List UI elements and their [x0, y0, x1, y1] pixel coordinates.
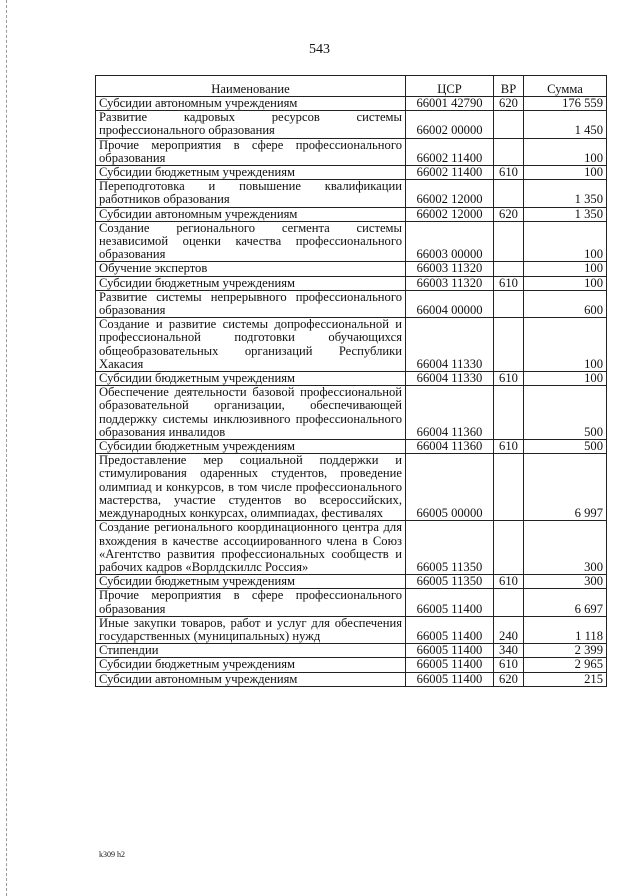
cell-vr: [494, 318, 524, 372]
cell-csr: 66002 12000: [406, 180, 494, 207]
cell-sum: 100: [524, 221, 607, 262]
cell-sum: 2 399: [524, 644, 607, 658]
cell-sum: 100: [524, 372, 607, 386]
footer-code: k309 h2: [99, 850, 125, 859]
table-row: [96, 386, 607, 440]
cell-csr: 66004 00000: [406, 290, 494, 317]
table-row: [96, 372, 607, 386]
cell-name: Иные закупки товаров, работ и услуг для обеспечения государственных (муниципальных) нужд: [96, 616, 406, 643]
table-row: [96, 207, 607, 221]
cell-name: Субсидии автономным учреждениям: [96, 97, 406, 111]
table-row: [96, 644, 607, 658]
column-header-sum: Сумма: [524, 76, 607, 97]
column-header-csr: ЦСР: [406, 76, 494, 97]
cell-csr: 66005 11400: [406, 644, 494, 658]
cell-csr: 66002 11400: [406, 166, 494, 180]
cell-name: Субсидии бюджетным учреждениям: [96, 658, 406, 672]
cell-vr: 610: [494, 166, 524, 180]
table-row: [96, 672, 607, 686]
cell-csr: 66001 42790: [406, 97, 494, 111]
table-row: [96, 138, 607, 165]
cell-sum: 6 997: [524, 454, 607, 521]
cell-csr: 66002 11400: [406, 138, 494, 165]
cell-name: Субсидии бюджетным учреждениям: [96, 372, 406, 386]
table-row: [96, 575, 607, 589]
cell-sum: 500: [524, 440, 607, 454]
table-body: [96, 97, 607, 687]
cell-csr: 66003 11320: [406, 262, 494, 276]
cell-vr: [494, 221, 524, 262]
cell-csr: 66005 11400: [406, 616, 494, 643]
cell-name: Обеспечение деятельности базовой профессиональной образовательной организации, обеспечивающей поддержку системы инклюзивного профессионального образования инвалидов: [96, 386, 406, 440]
cell-csr: 66003 00000: [406, 221, 494, 262]
table-row: [96, 276, 607, 290]
table-row: [96, 440, 607, 454]
cell-vr: [494, 138, 524, 165]
cell-vr: 620: [494, 672, 524, 686]
table-row: [96, 111, 607, 138]
cell-vr: 240: [494, 616, 524, 643]
table-row: [96, 589, 607, 616]
cell-name: Прочие мероприятия в сфере профессионального образования: [96, 138, 406, 165]
column-header-name: Наименование: [96, 76, 406, 97]
table-row: [96, 318, 607, 372]
cell-name: Субсидии бюджетным учреждениям: [96, 575, 406, 589]
cell-vr: 610: [494, 440, 524, 454]
cell-name: Развитие системы непрерывного профессионального образования: [96, 290, 406, 317]
cell-vr: [494, 180, 524, 207]
cell-vr: 610: [494, 276, 524, 290]
cell-csr: 66005 11400: [406, 658, 494, 672]
cell-csr: 66005 11400: [406, 589, 494, 616]
cell-csr: 66005 00000: [406, 454, 494, 521]
cell-name: Стипендии: [96, 644, 406, 658]
cell-name: Создание регионального координационного центра для вхождения в качестве ассоциированного члена в Союз «Агентство развития профессиональных сообществ и рабочих кадров «Ворлдскиллс Россия»: [96, 521, 406, 575]
page-number: 543: [309, 42, 330, 57]
table-header-row: [96, 76, 607, 97]
cell-vr: [494, 386, 524, 440]
scan-margin-line: [6, 0, 7, 896]
table-row: [96, 262, 607, 276]
cell-vr: 620: [494, 97, 524, 111]
cell-vr: [494, 262, 524, 276]
cell-sum: 215: [524, 672, 607, 686]
cell-name: Создание и развитие системы допрофессиональной и профессиональной подготовки обучающихся общеобразовательных организаций Республики Хакасия: [96, 318, 406, 372]
cell-sum: 500: [524, 386, 607, 440]
cell-sum: 1 350: [524, 180, 607, 207]
cell-sum: 300: [524, 521, 607, 575]
cell-sum: 100: [524, 276, 607, 290]
cell-vr: [494, 521, 524, 575]
table-row: [96, 521, 607, 575]
cell-sum: 1 118: [524, 616, 607, 643]
cell-sum: 100: [524, 262, 607, 276]
cell-sum: 1 350: [524, 207, 607, 221]
cell-name: Переподготовка и повышение квалификации работников образования: [96, 180, 406, 207]
cell-name: Прочие мероприятия в сфере профессионального образования: [96, 589, 406, 616]
table-row: [96, 658, 607, 672]
cell-name: Создание регионального сегмента системы независимой оценки качества профессионального образования: [96, 221, 406, 262]
cell-csr: 66005 11400: [406, 672, 494, 686]
cell-vr: 340: [494, 644, 524, 658]
cell-sum: 6 697: [524, 589, 607, 616]
table-row: [96, 221, 607, 262]
cell-sum: 100: [524, 138, 607, 165]
cell-name: Субсидии бюджетным учреждениям: [96, 276, 406, 290]
cell-sum: 300: [524, 575, 607, 589]
cell-vr: [494, 454, 524, 521]
cell-csr: 66004 11330: [406, 318, 494, 372]
cell-vr: [494, 111, 524, 138]
cell-csr: 66004 11360: [406, 386, 494, 440]
cell-csr: 66005 11350: [406, 575, 494, 589]
cell-name: Субсидии автономным учреждениям: [96, 207, 406, 221]
cell-vr: 610: [494, 575, 524, 589]
cell-csr: 66002 00000: [406, 111, 494, 138]
budget-table: [95, 75, 607, 687]
cell-name: Субсидии бюджетным учреждениям: [96, 166, 406, 180]
cell-name: Обучение экспертов: [96, 262, 406, 276]
table-row: [96, 166, 607, 180]
cell-name: Субсидии автономным учреждениям: [96, 672, 406, 686]
cell-name: Предоставление мер социальной поддержки и стимулирования одаренных студентов, проведение олимпиад и конкурсов, в том числе профессионального мастерства, участие студентов во всероссийских, международных конкурсах, олимпиадах, фестивалях: [96, 454, 406, 521]
table-row: [96, 290, 607, 317]
cell-csr: 66004 11330: [406, 372, 494, 386]
column-header-vr: ВР: [494, 76, 524, 97]
cell-csr: 66004 11360: [406, 440, 494, 454]
cell-vr: 610: [494, 658, 524, 672]
cell-csr: 66003 11320: [406, 276, 494, 290]
cell-name: Субсидии бюджетным учреждениям: [96, 440, 406, 454]
cell-sum: 100: [524, 318, 607, 372]
cell-sum: 2 965: [524, 658, 607, 672]
cell-name: Развитие кадровых ресурсов системы профессионального образования: [96, 111, 406, 138]
cell-sum: 176 559: [524, 97, 607, 111]
cell-sum: 100: [524, 166, 607, 180]
table-row: [96, 180, 607, 207]
cell-vr: [494, 290, 524, 317]
cell-vr: 620: [494, 207, 524, 221]
cell-sum: 1 450: [524, 111, 607, 138]
table-row: [96, 454, 607, 521]
cell-vr: 610: [494, 372, 524, 386]
cell-sum: 600: [524, 290, 607, 317]
table-row: [96, 97, 607, 111]
cell-csr: 66002 12000: [406, 207, 494, 221]
table-row: [96, 616, 607, 643]
cell-vr: [494, 589, 524, 616]
cell-csr: 66005 11350: [406, 521, 494, 575]
